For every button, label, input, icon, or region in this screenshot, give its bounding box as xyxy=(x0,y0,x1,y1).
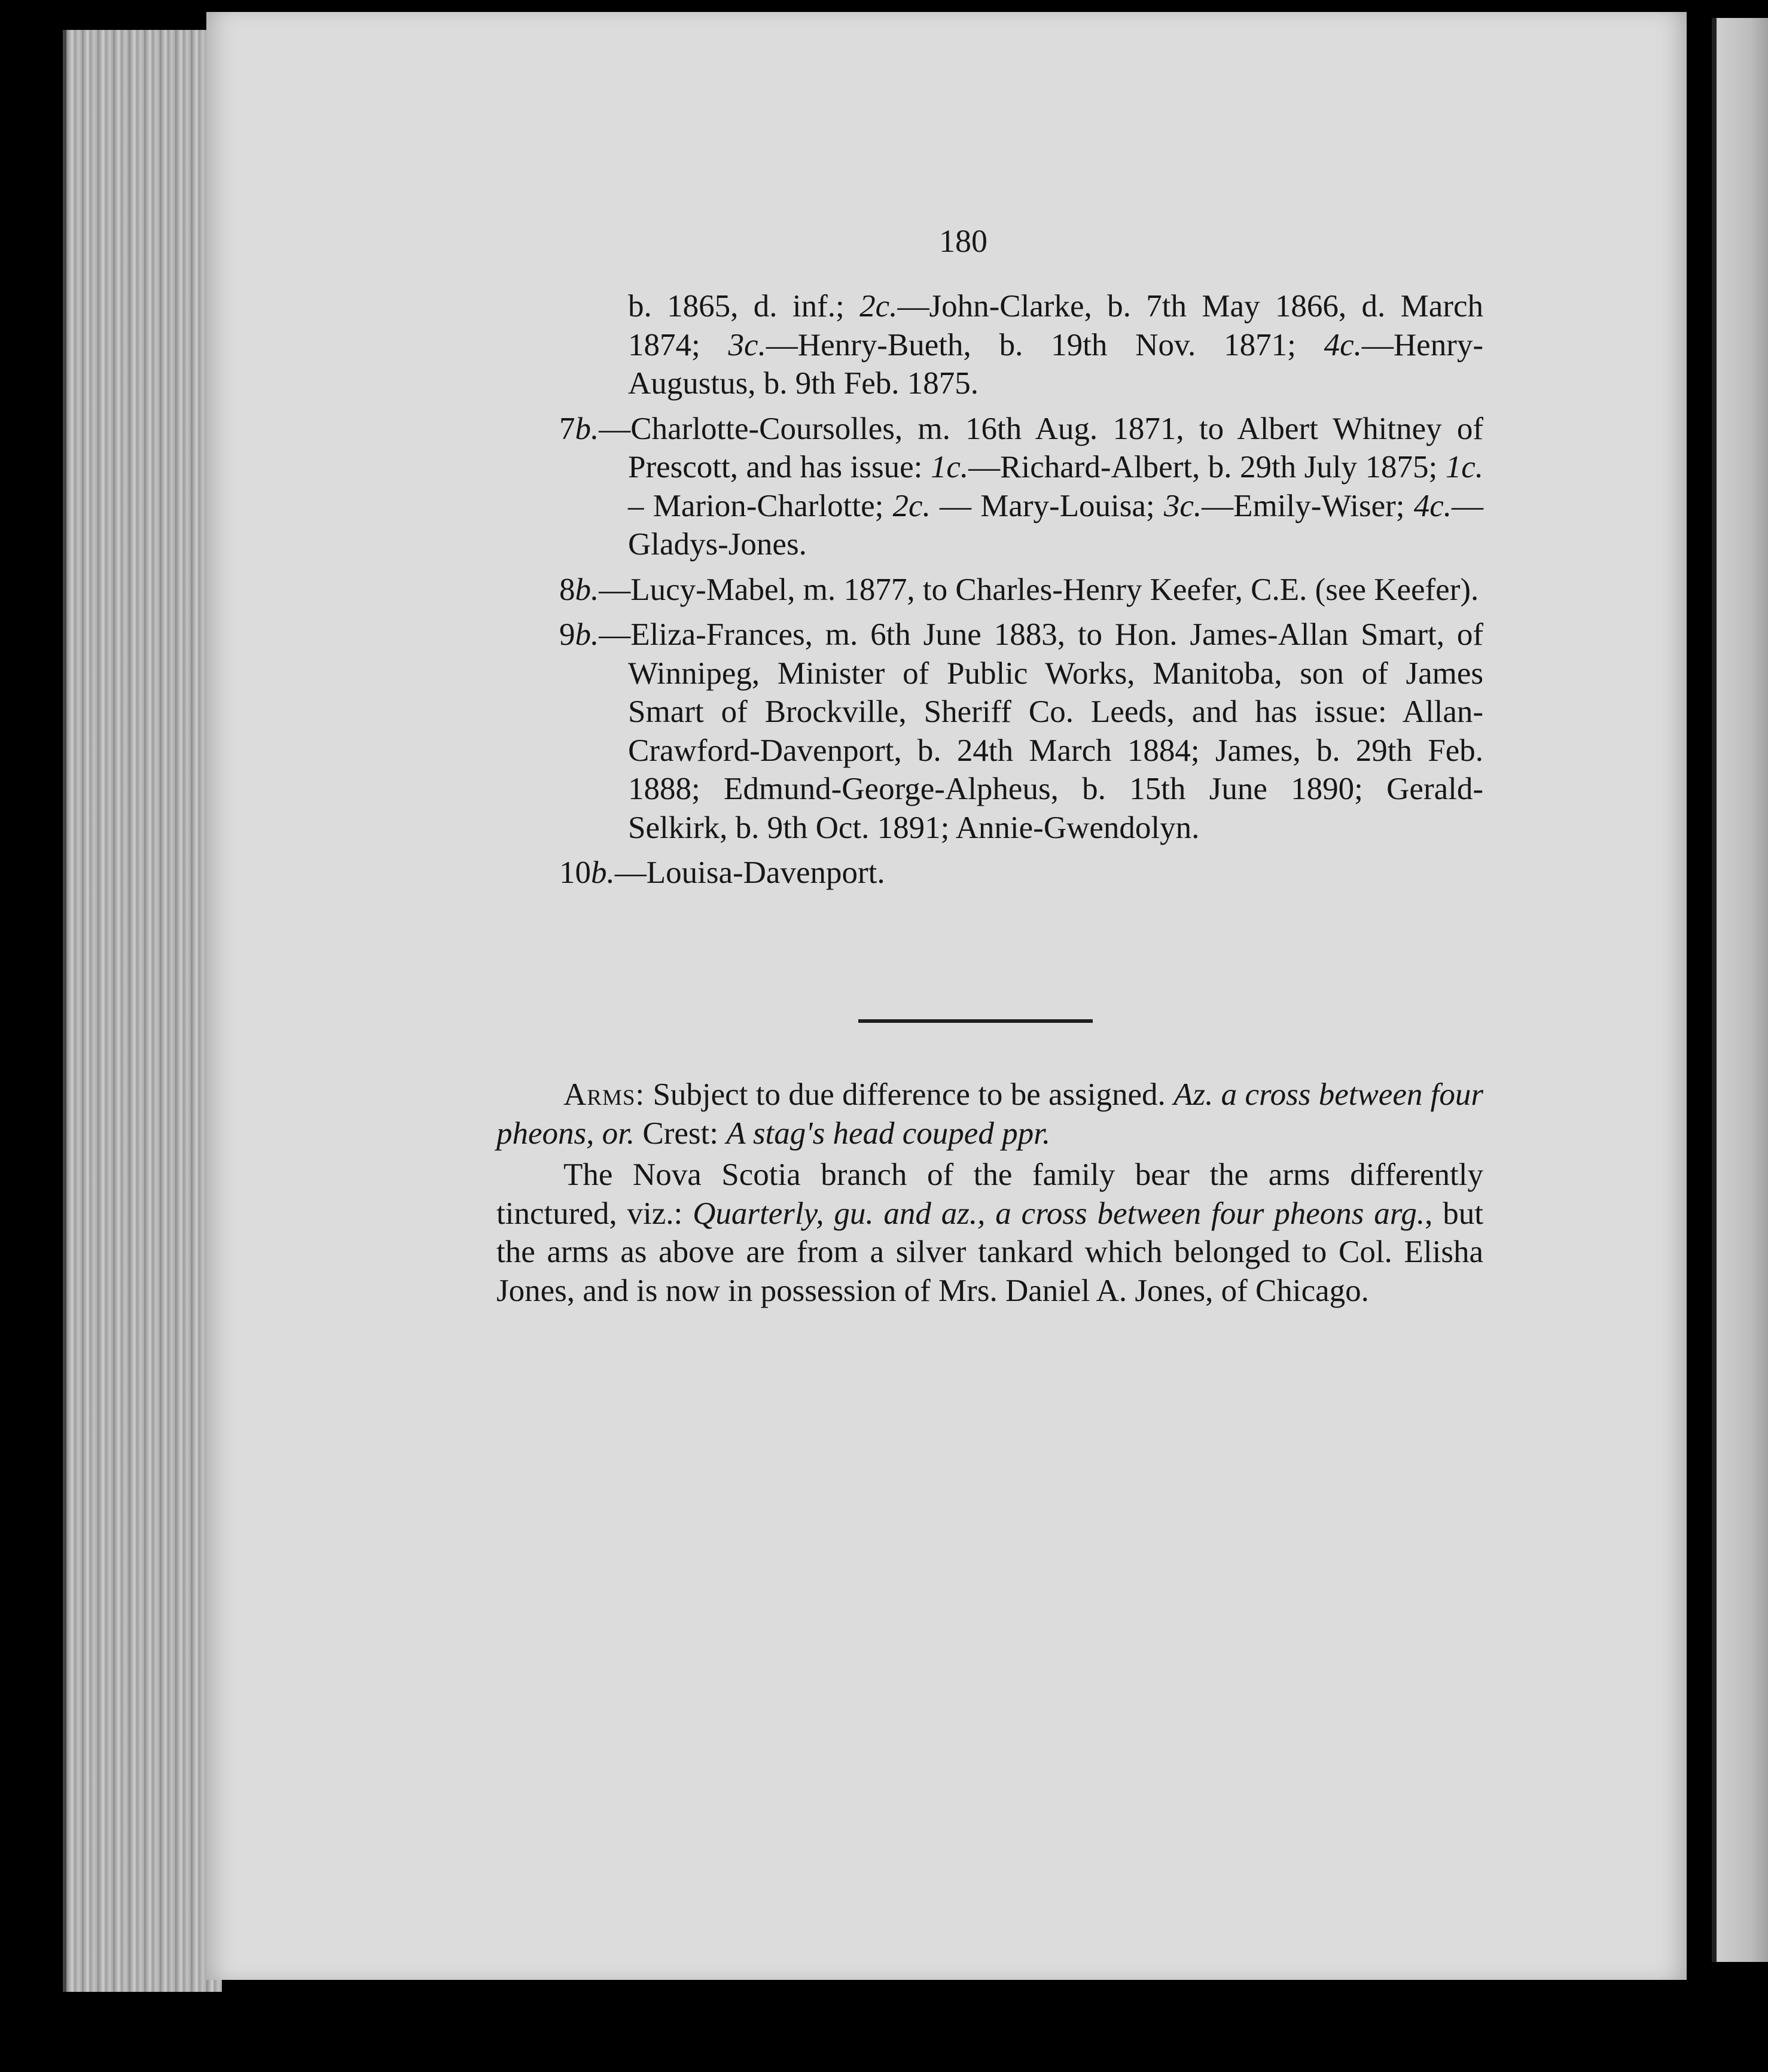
entry-8b: 8b.—Lucy-Mabel, m. 1877, to Charles-Henry Keefer, C.E. (see Keefer). xyxy=(559,572,1479,607)
arms-label: Arms: xyxy=(563,1077,645,1112)
nova-scotia-paragraph: The Nova Scotia branch of the family bear the arms differently tinctured, viz.: Quarterly, gu. and az., a cross between four pheons arg., but the arms as above are from a silver tankard which belonged to Col. Elisha Jones, and is now in possession of Mrs. Daniel A. Jones, of Chicago. xyxy=(496,1157,1483,1308)
entry-continuation: b. 1865, d. inf.; 2c.—John-Clarke, b. 7th May 1866, d. March 1874; 3c.—Henry-Bueth, b. 19th Nov. 1871; 4c.—Henry-Augustus, b. 9th Feb. 1875. xyxy=(628,289,1483,401)
section-divider xyxy=(858,1019,1093,1023)
book-page-edges xyxy=(63,30,222,1992)
arms-notes xyxy=(496,1075,1483,1310)
entry-7b: 7b.—Charlotte-Coursolles, m. 16th Aug. 1871, to Albert Whitney of Prescott, and has issue: 1c.—Richard-Albert, b. 29th July 1875; 1c. – Marion-Charlotte; 2c. — Mary-Louisa; 3c.—Emily-Wiser; 4c.—Gladys-Jones. xyxy=(559,411,1483,562)
entry-10b: 10b.—Louisa-Davenport. xyxy=(559,855,885,890)
arms-paragraph: Arms: Subject to due difference to be assigned. Az. a cross between four pheons, or. Crest: A stag's head couped ppr. xyxy=(496,1077,1484,1151)
genealogy-entries xyxy=(559,287,1483,899)
page-number: 180 xyxy=(939,223,987,259)
facing-page-edge xyxy=(1712,18,1768,1962)
entry-9b: 9b.—Eliza-Frances, m. 6th June 1883, to Hon. James-Allan Smart, of Winnipeg, Minister of Public Works, Manitoba, son of James Smart of Brockville, Sheriff Co. Leeds, and has issue: Allan-Crawford-Davenport, b. 24th March 1884; James, b. 29th Feb. 1888; Edmund-George-Alpheus, b. 15th June 1890; Gerald-Selkirk, b. 9th Oct. 1891; Annie-Gwendolyn. xyxy=(559,617,1483,845)
